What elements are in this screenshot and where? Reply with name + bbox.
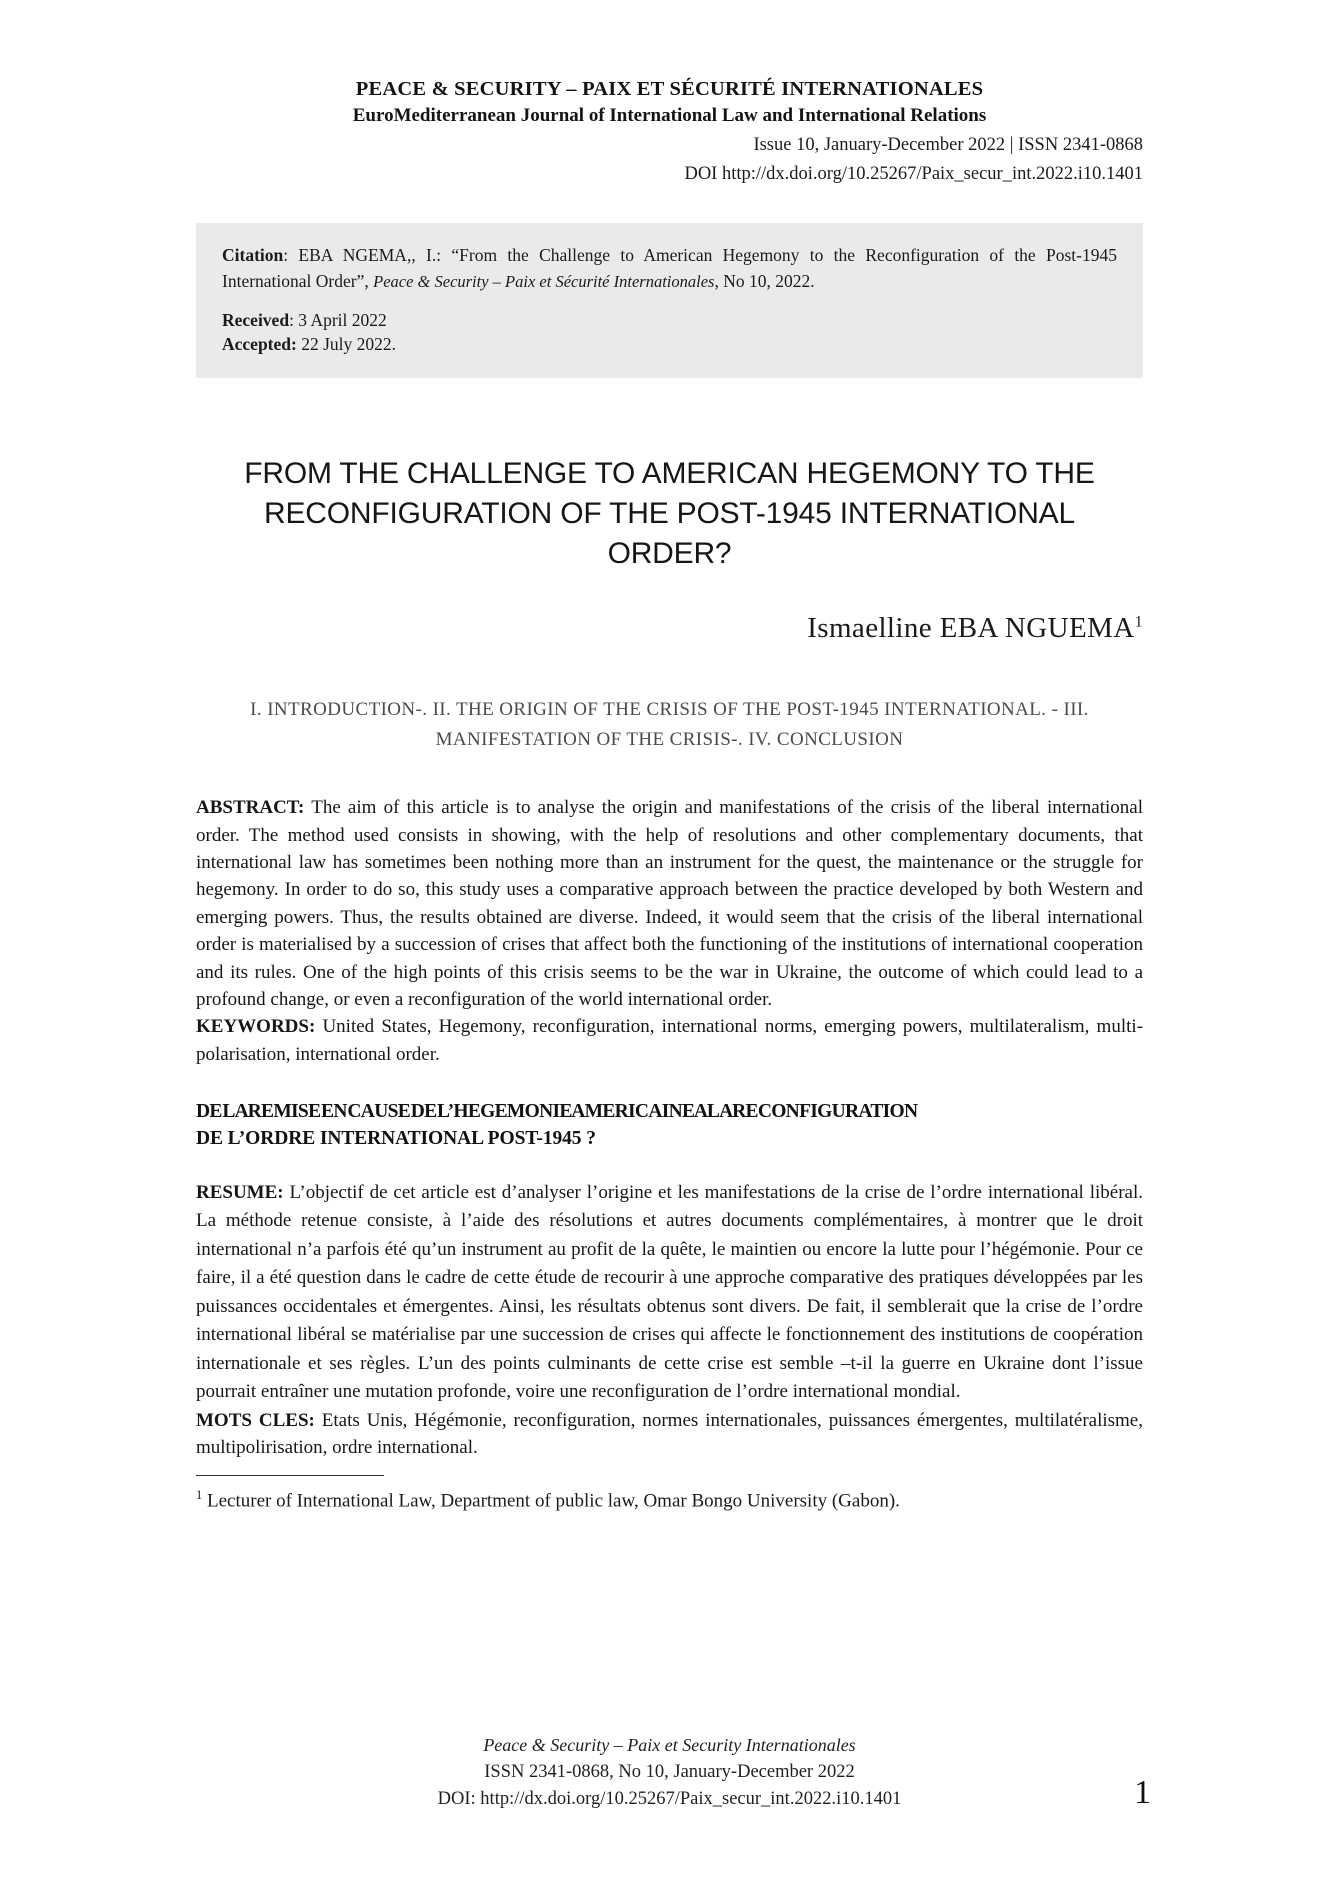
abstract-block <box>196 794 1143 1013</box>
citation-text-part1: : EBA NGEMA,, I.: “From the Challenge to American Hegemony to the Reconfiguration of the Post-1945 International Order”, <box>222 245 1117 291</box>
submission-dates <box>222 308 1117 356</box>
masthead <box>196 0 1143 187</box>
mots-cles-block <box>196 1407 1143 1462</box>
citation-text-part2: , No 10, 2022. <box>714 270 815 291</box>
footer-journal-name: Peace & Security – Paix et Security Internationales <box>483 1734 856 1755</box>
resume-block <box>196 1179 1143 1407</box>
accepted-row <box>222 332 1117 356</box>
resume-label: RESUME: <box>196 1181 284 1203</box>
french-title <box>196 1098 1143 1153</box>
keywords-block <box>196 1013 1143 1068</box>
author-footnote-marker: 1 <box>1134 613 1143 631</box>
french-title-line2: DE L’ORDRE INTERNATIONAL POST-1945 ? <box>196 1128 596 1150</box>
keywords-label: KEYWORDS: <box>196 1016 316 1038</box>
article-title: FROM THE CHALLENGE TO AMERICAN HEGEMONY TO THE RECONFIGURATION OF THE POST-1945 INTERNATIONAL ORDER? <box>244 457 1095 571</box>
footer-inner <box>196 1732 1151 1815</box>
journal-subtitle: EuroMediterranean Journal of International Law and International Relations <box>352 105 987 127</box>
author-name: Ismaelline EBA NGUEMA <box>807 611 1135 644</box>
page-content <box>196 0 1143 1515</box>
mots-cles-text: Etats Unis, Hégémonie, reconfiguration, normes internationales, puissances émergentes, multilatéralisme, multipolirisation, ordre international. <box>196 1409 1143 1458</box>
mots-cles-label: MOTS CLES: <box>196 1409 315 1431</box>
footnote-body: Lecturer of International Law, Department of public law, Omar Bongo University (Gabon). <box>202 1490 900 1512</box>
footer-doi-line: DOI: http://dx.doi.org/10.25267/Paix_secur_int.2022.i10.1401 <box>437 1789 902 1810</box>
journal-title: PEACE & SECURITY – PAIX ET SÉCURITÉ INTERNATIONALES <box>355 78 984 100</box>
footer-issn-line: ISSN 2341-0868, No 10, January-December 2022 <box>484 1761 855 1782</box>
resume-text: L’objectif de cet article est d’analyser l’origine et les manifestations de la crise de l’ordre international libéral. La méthode retenue consiste, à l’aide des résolutions et autres documents complémentaires, à montrer que le droit international n’a parfois été qu’un instrument au profit de la quête, le maintien ou encore la lutte pour l’hégémonie. Pour ce faire, il a été question dans le cadre de cette étude de recourir à une approche comparative des pratiques développées par les puissances occidentales et émergentes. Ainsi, les résultats obtenus sont divers. De fait, il semblerait que la crise de l’ordre international libéral se matérialise par une succession de crises qui affecte le fonctionnement des institutions de coopération internationale et ses règles. L’un des points culminants de cette crise est semble –t-il la guerre en Ukraine dont l’issue pourrait entraîner une mutation profonde, voire une reconfiguration de l’ordre international mondial. <box>196 1181 1143 1403</box>
footnote-separator-rule <box>196 1475 384 1476</box>
footnote-text <box>196 1487 1143 1515</box>
accepted-value: 22 July 2022. <box>296 333 397 354</box>
section-index: I. INTRODUCTION-. II. THE ORIGIN OF THE CRISIS OF THE POST-1945 INTERNATIONAL. - III. MANIFESTATION OF THE CRISIS-. IV. CONCLUSION <box>250 699 1089 750</box>
masthead-doi-line: DOI http://dx.doi.org/10.25267/Paix_secur_int.2022.i10.1401 <box>684 164 1143 185</box>
french-title-line1: DE LA REMISE EN CAUSE DE L’HEGEMONIE AMERICAINE A LA RECONFIGURATION <box>196 1100 918 1122</box>
page-footer <box>196 1732 1151 1815</box>
abstract-label: ABSTRACT: <box>196 797 305 819</box>
footnote-marker: 1 <box>196 1488 203 1503</box>
issue-line: Issue 10, January-December 2022 | ISSN 2341-0868 <box>753 134 1143 155</box>
received-row <box>222 308 1117 332</box>
footnote-area <box>196 1475 1143 1515</box>
author-line <box>196 611 1143 646</box>
abstract-text: The aim of this article is to analyse the origin and manifestations of the crisis of the liberal international order. The method used consists in showing, with the help of resolutions and other complementary documents, that international law has sometimes been nothing more than an instrument for the quest, the maintenance or the struggle for hegemony. In order to do so, this study uses a comparative approach between the practice developed by both Western and emerging powers. Thus, the results obtained are diverse. Indeed, it would seem that the crisis of the liberal international order is materialised by a succession of crises that affect both the functioning of the institutions of international cooperation and its rules. One of the high points of this crisis seems to be the war in Ukraine, the outcome of which could lead to a profound change, or even a reconfiguration of the world international order. <box>196 797 1143 1010</box>
citation-box <box>196 223 1143 378</box>
keywords-text: United States, Hegemony, reconfiguration, international norms, emerging powers, multilateralism, multi-polarisation, international order. <box>196 1016 1143 1065</box>
received-value: : 3 April 2022 <box>289 309 387 330</box>
page-number: 1 <box>1134 1774 1151 1811</box>
received-label: Received <box>222 309 290 330</box>
citation-label: Citation <box>222 245 284 266</box>
accepted-label: Accepted: <box>222 333 297 354</box>
citation-journal-name: Peace & Security – Paix et Sécurité Internationales <box>373 271 715 291</box>
citation-text <box>222 243 1117 293</box>
